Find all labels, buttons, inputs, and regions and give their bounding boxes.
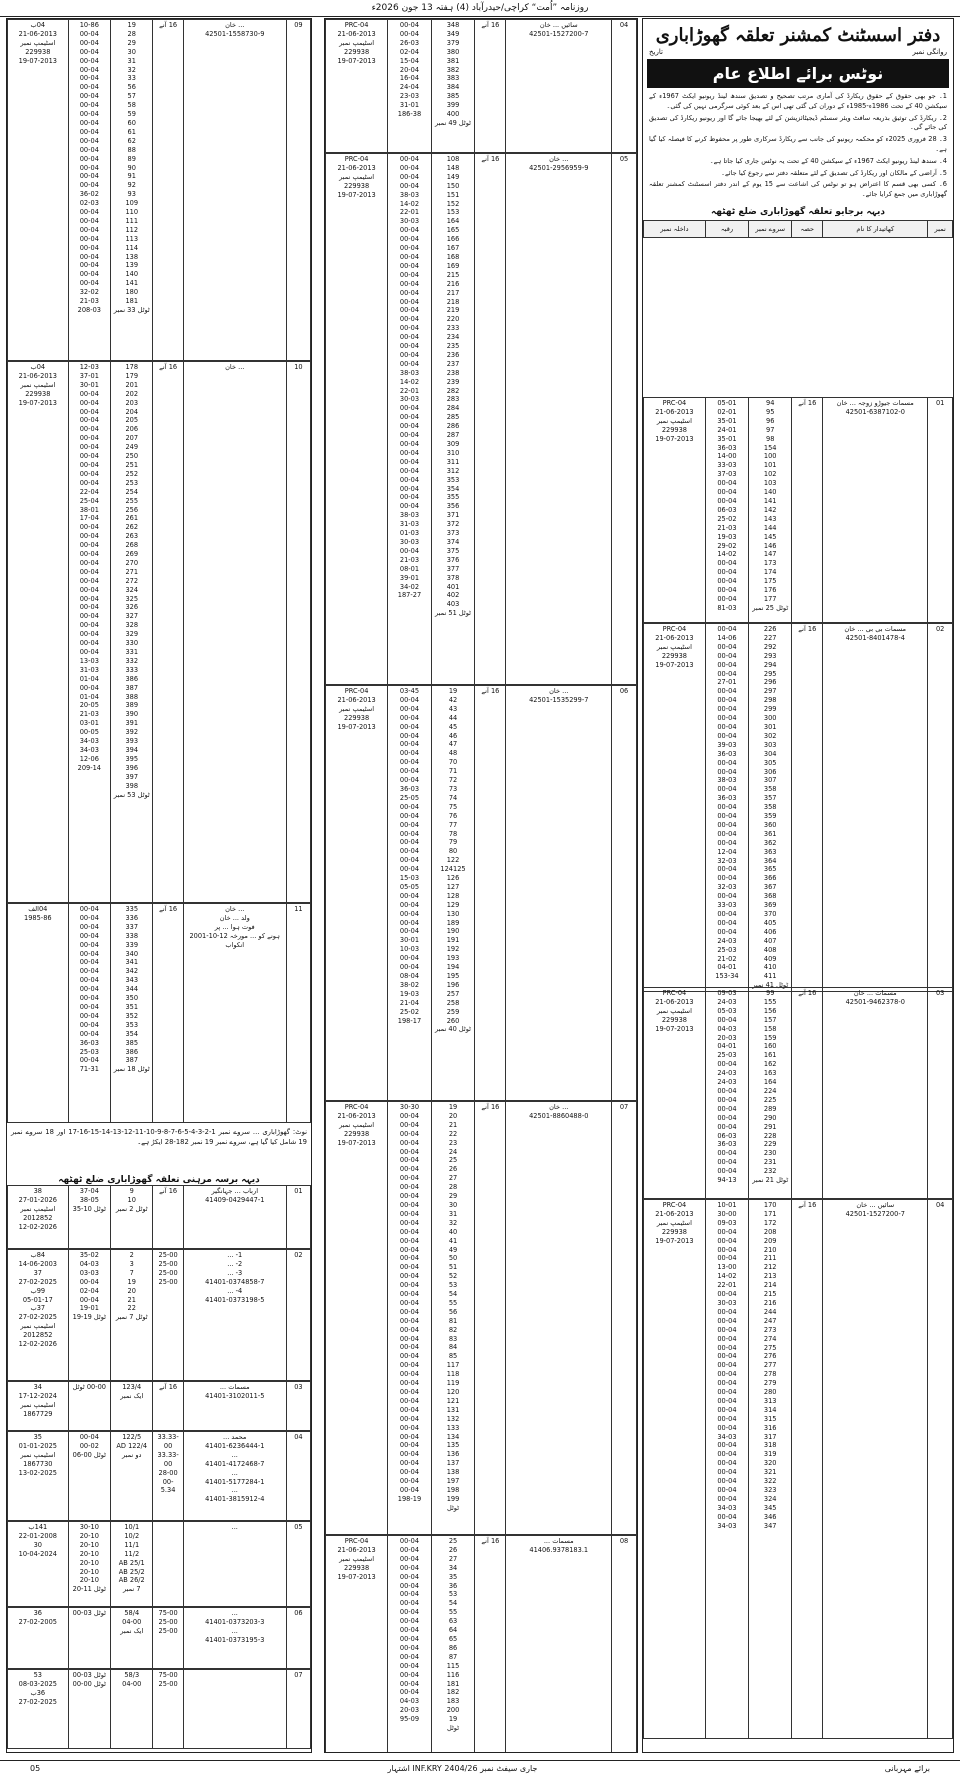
paragraph-5: 5۔ آراضی کے مالکان اور ریکارڈ کی تصدیق کے لئے متعلقہ دفتر سے رجوع کیا جائے۔ xyxy=(721,168,947,177)
mid_entries-entry-table xyxy=(325,153,637,685)
entry-reference: 141ب 22-01-2008 30 10-04-2024 xyxy=(8,1522,69,1607)
entry-reference: 35 01-01-2025 اسٹیمپ نمبر 1867730 13-02-2025 xyxy=(8,1432,69,1521)
area-values: 10-01 30-00 09-03 00-04 00-04 00-04 00-04 13-00 14-02 22-01 00-04 30-03 00-04 00-04 00-04 00-04 00-04 00-04 00-04 00-04 00-04 00-04 00-04 00-04 00-04 00-04 34-03 00-04 00-04 00-04 00-04 00-04 00-04 00-04 34-03 00-04 34-03 xyxy=(705,1200,748,1739)
share: 16 آنے xyxy=(792,1200,823,1739)
survey-numbers: 348 349 379 380 381 382 383 384 385 399 400 ٹوٹل 49 نمبر xyxy=(431,20,475,153)
entry-number: 10 xyxy=(286,362,310,903)
lower_entries-entry xyxy=(7,1249,311,1381)
area-values: ٹوٹل 03-00 ٹوٹل 00-00 xyxy=(68,1670,110,1749)
right-header-table xyxy=(643,220,953,238)
survey-numbers: 99 155 156 157 158 159 160 161 162 163 164 224 225 289 290 291 228 229 230 231 232 ٹوٹل 21 نمبر xyxy=(749,988,792,1199)
mid_entries-entry xyxy=(325,1535,637,1753)
area-values: 00-04 00-04 26-03 02-04 15-04 20-04 16-04 24-04 23-03 31-01 186-38 xyxy=(388,20,432,153)
lower_entries-entry-table xyxy=(7,1669,311,1749)
right_entries-entry xyxy=(643,1199,953,1739)
entry-reference: PRC-04 21-06-2013 اسٹیمپ نمبر 229938 19-07-2013 xyxy=(326,1536,388,1754)
mid_entries-entry-table xyxy=(325,19,637,153)
entry-number: 06 xyxy=(612,686,637,1101)
survey-numbers: 123/4 ایک نمبر xyxy=(111,1382,153,1431)
footer-right-text: برائے مہربانی xyxy=(884,1764,930,1773)
entry-reference: PRC-04 21-06-2013 اسٹیمپ نمبر 229938 19-07-2013 xyxy=(644,624,706,992)
right-column xyxy=(642,18,954,1753)
ref-date-line xyxy=(643,48,953,56)
area-values: 35-02 04-03 03-03 00-04 02-04 00-04 19-01 ٹوٹل 19-19 xyxy=(68,1250,110,1381)
left_entries-entry xyxy=(7,19,311,361)
owner-name: ارباب ... جہانگیر 41409-0429447-1 xyxy=(183,1186,286,1249)
area-values: 09-03 24-03 05-03 00-04 04-03 20-03 04-01 25-03 00-04 24-03 24-03 00-04 00-04 00-04 00-04 00-04 06-03 36-03 00-04 00-04 00-04 94-13 xyxy=(705,988,748,1199)
entry-number: 05 xyxy=(612,154,637,685)
mid_entries-entry xyxy=(325,19,637,153)
right_entries-entry-table xyxy=(643,1199,953,1739)
entry-reference: 38 27-01-2026 اسٹیمپ نمبر 2012852 12-02-2026 xyxy=(8,1186,69,1249)
section-heading-right: دیہہ برجایو تعلقہ گھوڑاباری ضلع ٹھٹھہ xyxy=(711,206,885,217)
entry-reference: PRC-04 21-06-2013 اسٹیمپ نمبر 229938 19-07-2013 xyxy=(644,988,706,1199)
entry-reference: 34 17-12-2024 اسٹیمپ نمبر 1867729 xyxy=(8,1382,69,1431)
paragraph-6: 6۔ کسی بھی قسم کا اعتراض ہو تو نوٹس کی اشاعت سے 15 یوم کے اندر دفتر اسسٹنٹ کمشنر تعلقہ گھوڑاباری میں جمع کرایا جائے۔ xyxy=(649,180,947,199)
share: 16 آنے xyxy=(475,1102,506,1535)
entry-reference: 04الف 1985-86 xyxy=(8,904,69,1123)
owner-name: ... خان 42501-1558730-9 xyxy=(183,20,286,361)
owner-name: مسمات ... 41406.9378183.1 xyxy=(506,1536,612,1754)
share: 33.33-00 33.33-00 28-00 00-5.34 xyxy=(153,1432,183,1521)
paragraph-2: 2۔ ریکارڈ کی توثیق بذریعہ سافٹ ویئر سسٹم ڈیجیٹائزیشن کے لئے بھیجا جائے گا اور ریونیو ریکارڈ کی تصدیق کی جائے گی۔ xyxy=(649,113,947,132)
owner-name: مسمات بی بی ... خان 42501-8401478-4 xyxy=(823,624,928,992)
right_entries-entry-table xyxy=(643,987,953,1199)
share: 25-00 25-00 25-00 25-00 xyxy=(153,1250,183,1381)
lower_entries-entry-table xyxy=(7,1249,311,1381)
entry-number: 01 xyxy=(286,1186,310,1249)
lower_entries-entry-table xyxy=(7,1431,311,1521)
share: 16 آنے xyxy=(792,398,823,623)
right_entries-entry xyxy=(643,397,953,623)
entry-reference: PRC-04 21-06-2013 اسٹیمپ نمبر 229938 19-07-2013 xyxy=(644,398,706,623)
entry-number: 04 xyxy=(286,1432,310,1521)
entry-number: 04 xyxy=(928,1200,953,1739)
right_entries-entry-table xyxy=(643,623,953,992)
share: 16 آنے xyxy=(475,154,506,685)
area-values: 00-04 00-04 00-04 00-04 00-04 00-04 00-04 00-04 00-04 00-04 00-04 00-04 00-04 00-04 00-04 36-03 25-03 00-04 71-31 xyxy=(68,904,110,1123)
footer xyxy=(0,1760,960,1776)
mid_entries-entry-table xyxy=(325,1101,637,1535)
entry-number: 04 xyxy=(612,20,637,153)
owner-name: مسمات ... 41401-3102011-5 xyxy=(183,1382,286,1431)
area-values: ٹوٹل 03-00 xyxy=(68,1608,110,1669)
owner-name: سائیں ... خان 42501-1527200-7 xyxy=(506,20,612,153)
entry-number: 08 xyxy=(612,1536,637,1754)
survey-numbers: 25 26 27 34 35 36 53 54 55 63 64 65 86 87 115 116 181 182 183 200 19 ٹوٹل xyxy=(431,1536,475,1754)
entry-number: 07 xyxy=(286,1670,310,1749)
area-values: 10-86 00-04 00-04 00-04 00-04 00-04 00-04 00-04 00-04 00-04 00-04 00-04 00-04 00-04 00-04 00-04 00-04 00-04 00-04 36-02 02-03 00-04 00-04 00-04 00-04 00-04 00-04 00-04 00-04 00-04 32-02 21-03 208-03 xyxy=(68,20,110,361)
owner-name: مسمات جیوڑو زوجہ ... خان 42501-6387102-0 xyxy=(823,398,928,623)
footer-advert-no: اشتہار INF.KRY 2404/26 جاری سیفٹ نمبر xyxy=(387,1764,538,1773)
lower_entries-entry xyxy=(7,1669,311,1749)
area-values: 37-04 38-05 ٹوٹل 10-35 xyxy=(68,1186,110,1249)
entry-reference: PRC-04 21-06-2013 اسٹیمپ نمبر 229938 19-07-2013 xyxy=(326,154,388,685)
share: 16 آنے xyxy=(475,1536,506,1754)
survey-numbers: 19 28 29 30 31 32 33 56 57 58 59 60 61 62 88 89 90 91 92 93 109 110 111 112 113 114 138 139 140 141 180 181 ٹوٹل 33 نمبر xyxy=(111,20,153,361)
share: 16 آنے xyxy=(475,686,506,1101)
paragraph-4: 4۔ سندھ لینڈ ریونیو ایکٹ 1967ء کے سیکشن 40 کے تحت یہ نوٹس جاری کیا جاتا ہے۔ xyxy=(709,156,947,165)
left-column xyxy=(6,18,312,1753)
masthead: روزنامہ ”اُمت“ کراچی/حیدرآباد (4) ہفتہ 13 جون 2026ء xyxy=(0,0,960,17)
left_entries-entry-table xyxy=(7,903,311,1123)
area-values: 30-30 00-04 00-04 00-04 00-04 00-04 00-04 00-04 00-04 00-04 00-04 00-04 00-04 00-04 00-04 00-04 00-04 00-04 00-04 00-04 00-04 00-04 00-04 00-04 00-04 00-04 00-04 00-04 00-04 00-04 00-04 00-04 00-04 00-04 00-04 00-04 00-04 00-04 00-04 00-04 00-04 00-04 00-04 00-04 198-19 xyxy=(388,1102,432,1535)
entry-reference: PRC-04 21-06-2013 اسٹیمپ نمبر 229938 19-07-2013 xyxy=(644,1200,706,1739)
lower_entries-entry-table xyxy=(7,1607,311,1669)
survey-numbers: 2 3 7 19 20 21 22 ٹوٹل 7 نمبر xyxy=(111,1250,153,1381)
area-values: 30-10 20-10 20-10 20-10 20-10 20-10 20-10 ٹوٹل 11-20 xyxy=(68,1522,110,1607)
office-title: دفتر اسسٹنٹ کمشنر تعلقہ گھوڑاباری xyxy=(655,25,941,46)
share: 16 آنے xyxy=(475,20,506,153)
share: 75-00 25-00 25-00 xyxy=(153,1608,183,1669)
footer-page-no: 05 xyxy=(30,1764,41,1773)
middle-column xyxy=(324,18,638,1753)
header-ref: داخلہ نمبر xyxy=(644,220,706,237)
left_entries-entry-table xyxy=(7,361,311,903)
right_entries-entry xyxy=(643,987,953,1199)
entry-number: 01 xyxy=(928,398,953,623)
survey-numbers: 122/5 122/4 AD دو نمبر xyxy=(111,1432,153,1521)
lower_entries-entry xyxy=(7,1607,311,1669)
entry-reference: 36 27-02-2005 xyxy=(8,1608,69,1669)
share: 16 آنے xyxy=(153,1186,183,1249)
survey-numbers: 170 171 172 208 209 210 211 212 213 214 215 216 244 247 273 274 275 276 277 278 279 280 313 314 315 316 317 318 319 320 321 322 323 324 345 346 347 xyxy=(749,1200,792,1739)
entry-number: 03 xyxy=(928,988,953,1199)
entry-reference: 84ب 14-06-2003 37 27-02-2025 99ب 05-01-17 37ب 27-02-2025 اسٹیمپ نمبر 2012852 12-02-2026 xyxy=(8,1250,69,1381)
entry-reference: 04ب 21-06-2013 اسٹیمپ نمبر 229938 19-07-2013 xyxy=(8,20,69,361)
owner-name: ... خان 42501-8860488-0 xyxy=(506,1102,612,1535)
entry-number: 06 xyxy=(286,1608,310,1669)
share: 75-00 25-00 xyxy=(153,1670,183,1749)
paragraph-1: 1۔ جو بھی حقوق کے حقوق ریکارڈ کی آماری مرتب تصحیح و تصدیق سندھ لینڈ ریونیو ایکٹ 1967ء کے سیکشن 40 کے تحت 1986ء-1985ء کے دوران کی گئی تھی اس کے بعد کوئی سرگرمی نہیں کی گئی۔ xyxy=(649,92,947,110)
right_entries-entry-table xyxy=(643,397,953,623)
entry-number: 03 xyxy=(286,1382,310,1431)
lower_entries-entry xyxy=(7,1521,311,1607)
mid_entries-entry xyxy=(325,685,637,1101)
right_entries-entry xyxy=(643,623,953,990)
survey-numbers: 178 179 201 202 203 204 205 206 207 249 250 251 252 253 254 255 256 261 262 263 268 269 270 271 272 324 325 326 327 328 329 330 331 332 333 386 387 388 389 390 391 392 393 394 395 396 397 398 ٹوٹل 53 نمبر xyxy=(111,362,153,903)
owner-name: ... xyxy=(183,1522,286,1607)
owner-name: سائیں ... خان 42501-1527200-7 xyxy=(823,1200,928,1739)
notice-page xyxy=(6,18,954,1756)
area-values: 12-03 37-01 30-01 00-04 00-04 00-04 00-04 00-04 00-04 00-04 00-04 00-04 00-04 00-04 22-04 25-04 38-01 17-04 00-04 00-04 00-04 00-04 00-04 00-04 00-04 00-04 00-04 00-04 00-04 00-04 00-04 00-04 00-04 13-03 31-03 01-04 00-04 01-04 20-05 21-03 03-01 00-05 34-03 34-03 12-06 209-14 xyxy=(68,362,110,903)
owner-name: 1- ... 2- ... 3- ... 41401-0374858-7 4- ... 41401-0373198-5 xyxy=(183,1250,286,1381)
mid_entries-entry xyxy=(325,153,637,685)
entry-number: 11 xyxy=(286,904,310,1123)
share: 16 آنے xyxy=(153,362,183,903)
lower_entries-entry xyxy=(7,1185,311,1249)
survey-numbers: 10/1 10/2 11/1 11/2 25/1 AB 25/2 AB 26/2 AB 7 نمبر xyxy=(111,1522,153,1607)
survey-numbers: 19 42 43 44 45 46 47 48 70 71 72 73 74 75 76 77 78 79 80 122 124125 126 127 128 129 130 189 190 191 192 193 194 195 196 257 258 259 260 ٹوٹل 40 نمبر xyxy=(431,686,475,1101)
entry-number: 07 xyxy=(612,1102,637,1535)
header-survey: سروے نمبر xyxy=(749,220,792,237)
survey-numbers: 19 20 21 22 23 24 25 26 27 28 29 30 31 32 40 41 49 50 51 52 53 54 55 56 81 82 83 84 85 117 118 119 120 121 131 132 133 134 135 136 137 138 197 198 199 ٹوٹل xyxy=(431,1102,475,1535)
owner-name: محمد ... 41401-6236444-1 ... 41401-4172468-7 ... 41401-5177284-1 ... 41401-3815912-4 xyxy=(183,1432,286,1521)
survey-numbers: 226 227 292 293 294 295 296 297 298 299 300 301 302 303 304 305 306 307 358 357 358 359 360 361 362 363 364 365 366 367 368 369 370 405 406 407 408 409 410 411 ٹوٹل 41 نمبر xyxy=(749,624,792,992)
lower_entries-entry xyxy=(7,1381,311,1431)
mid_entries-entry xyxy=(325,1101,637,1535)
lower_entries-entry xyxy=(7,1431,311,1521)
area-values: 00-04 14-06 00-04 00-04 00-04 00-04 27-01 00-04 00-04 00-04 00-04 00-04 00-04 39-03 36-03 00-04 00-04 38-03 00-04 36-03 00-04 00-04 00-04 00-04 00-04 12-04 32-03 00-04 00-04 32-03 00-04 33-03 00-04 00-04 00-04 24-03 25-03 21-02 04-01 153-34 xyxy=(705,624,748,992)
survey-numbers: 9 10 ٹوٹل 2 نمبر xyxy=(111,1186,153,1249)
notice-title: نوٹس برائے اطلاع عام xyxy=(647,59,949,88)
area-values: 00-04 00-04 00-04 00-04 38-03 14-02 22-01 30-03 00-04 00-04 00-04 00-04 00-04 00-04 00-04 00-04 00-04 00-04 00-04 00-04 00-04 00-04 00-04 00-04 38-03 14-02 22-01 30-03 00-04 00-04 00-04 00-04 00-04 00-04 00-04 00-04 00-04 00-04 00-04 00-04 38-03 31-03 01-03 30-03 00-04 21-03 08-01 39-01 34-02 187-27 xyxy=(388,154,432,685)
entry-number: 02 xyxy=(286,1250,310,1381)
entry-reference: 04ب 21-06-2013 اسٹیمپ نمبر 229938 19-07-2013 xyxy=(8,362,69,903)
survey-numbers: 108 148 149 150 151 152 153 164 165 166 167 168 169 215 216 217 218 219 220 233 234 235 236 237 238 239 282 283 284 285 286 287 309 310 311 312 353 354 355 356 371 372 373 374 375 376 377 378 401 402 403 ٹوٹل 51 نمبر xyxy=(431,154,475,685)
left_entries-entry-table xyxy=(7,19,311,361)
mid_entries-entry-table xyxy=(325,1535,637,1753)
survey-numbers: 335 336 337 338 339 340 341 342 343 344 350 351 352 353 354 385 386 387 ٹوٹل 18 نمبر xyxy=(111,904,153,1123)
header-share: حصہ xyxy=(792,220,823,237)
lower_entries-entry-table xyxy=(7,1521,311,1607)
share: 16 آنے xyxy=(153,904,183,1123)
left_entries-entry xyxy=(7,361,311,903)
owner-name: ... خان ولد ... خان فوت ہوا ... پر ہونے کو ... مورخہ 12-10-2001 انکواب xyxy=(183,904,286,1123)
share: 16 آنے xyxy=(153,1382,183,1431)
left-note: نوٹ: گھوڑاباری ... سروے نمبر 1-2-3-4-5-6-7-8-9-10-11-12-13-14-15-16-17 اور 18 سروے نمبر 19 شامل کیا گیا ہے، سروے نمبر 19 نمبر 182-28 ایکڑ ہے۔ xyxy=(11,1128,308,1146)
share xyxy=(153,1522,183,1607)
area-values: 00-00 ٹوٹل xyxy=(68,1382,110,1431)
entry-number: 02 xyxy=(928,624,953,992)
share: 16 آنے xyxy=(792,624,823,992)
entry-number: 05 xyxy=(286,1522,310,1607)
area-values: 00-04 00-04 00-04 00-04 00-04 00-04 00-04 00-04 00-04 00-04 00-04 00-04 00-04 00-04 00-04 00-04 00-04 00-04 04-03 20-03 95-09 xyxy=(388,1536,432,1754)
header-no: نمبر xyxy=(928,220,953,237)
survey-numbers: 58/3 04-00 xyxy=(111,1670,153,1749)
entry-reference: PRC-04 21-06-2013 اسٹیمپ نمبر 229938 19-07-2013 xyxy=(326,686,388,1101)
area-values: 05-01 02-01 35-01 24-01 35-01 36-03 14-00 33-03 37-03 00-04 00-04 00-04 06-03 25-02 21-03 19-03 29-02 14-02 00-04 00-04 00-04 00-04 00-04 81-03 xyxy=(705,398,748,623)
mid_entries-entry-table xyxy=(325,685,637,1101)
area-values: 00-04 00-02 ٹوٹل 00-06 xyxy=(68,1432,110,1521)
entry-reference: PRC-04 21-06-2013 اسٹیمپ نمبر 229938 19-07-2013 xyxy=(326,20,388,153)
section-heading-left: دیہہ برسہ مرہنی تعلقہ گھوڑاباری ضلع ٹھٹھہ xyxy=(58,1175,260,1185)
survey-numbers: 94 95 96 97 98 154 100 101 102 103 140 141 142 143 144 145 146 147 173 174 175 176 177 ٹوٹل 25 نمبر xyxy=(749,398,792,623)
entry-number: 09 xyxy=(286,20,310,361)
entry-reference: PRC-04 21-06-2013 اسٹیمپ نمبر 229938 19-07-2013 xyxy=(326,1102,388,1535)
entry-reference: 53 08-03-2025 36ب 27-02-2025 xyxy=(8,1670,69,1749)
paragraph-3: 3۔ 28 فروری 2025ء کو محکمہ ریونیو کی جانب سے ریکارڈ سرکاری طور پر محفوظ کرنے کا فیصلہ کیا گیا ہے۔ xyxy=(649,135,947,153)
owner-name: ... خان 42501-2956959-9 xyxy=(506,154,612,685)
ref-label: روانگی نمبر xyxy=(912,48,947,56)
lower_entries-entry-table xyxy=(7,1381,311,1431)
header-area: رقبہ xyxy=(705,220,748,237)
area-values: 03-45 00-04 00-04 00-04 00-04 00-04 00-04 00-04 00-04 00-04 00-04 36-03 25-05 00-04 00-04 00-04 00-04 00-04 00-04 00-04 00-04 15-03 05-05 00-04 00-04 00-04 00-04 00-04 30-01 10-03 00-04 00-04 08-04 38-02 19-03 21-04 25-02 198-17 xyxy=(388,686,432,1101)
share: 16 آنے xyxy=(153,20,183,361)
left_entries-entry xyxy=(7,903,311,1123)
header-owner: کھاتیدار کا نام xyxy=(823,220,928,237)
owner-name: ... 41401-0373203-3 ... 41401-0373195-3 xyxy=(183,1608,286,1669)
owner-name: مسمات ... خان 42501-9462378-0 xyxy=(823,988,928,1199)
owner-name: ... خان 42501-1535299-7 xyxy=(506,686,612,1101)
date-label: تاریخ xyxy=(649,48,663,56)
lower_entries-entry-table xyxy=(7,1185,311,1249)
survey-numbers: 58/4 04-00 ایک نمبر xyxy=(111,1608,153,1669)
owner-name xyxy=(183,1670,286,1749)
owner-name: ... خان xyxy=(183,362,286,903)
share: 16 آنے xyxy=(792,988,823,1199)
